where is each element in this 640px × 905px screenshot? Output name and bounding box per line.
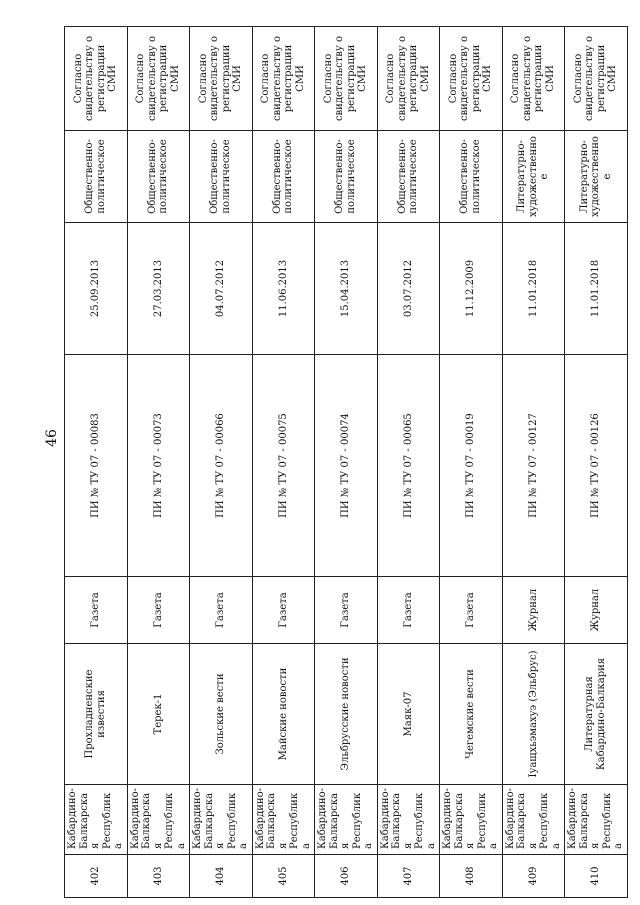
media-name-cell: Прохладненские известия — [65, 644, 128, 785]
table-row — [502, 27, 565, 898]
table-row — [65, 27, 128, 898]
row-number-cell: 404 — [190, 855, 253, 898]
media-registry-table — [64, 26, 628, 898]
page-number: 46 — [44, 429, 60, 447]
topic-cell: Общественно-политическое — [440, 131, 503, 223]
topic-cell: Общественно-политическое — [252, 131, 315, 223]
row-number-cell: 410 — [565, 855, 628, 898]
table-row — [565, 27, 628, 898]
region-cell: Кабардино-Балкарская Республика — [565, 785, 628, 855]
registration-date-cell: 03.07.2012 — [377, 223, 440, 355]
region-cell: Кабардино-Балкарская Республика — [65, 785, 128, 855]
registration-number-cell: ПИ № ТУ 07 - 00126 — [565, 355, 628, 577]
registration-date-cell: 25.09.2013 — [65, 223, 128, 355]
registration-number-cell: ПИ № ТУ 07 - 00075 — [252, 355, 315, 577]
territory-cell: Согласно свидетельству о регистрации СМИ — [565, 27, 628, 131]
media-name-cell: Iуащхьэмахуэ (Эльбрус) — [502, 644, 565, 785]
registration-date-cell: 15.04.2013 — [315, 223, 378, 355]
media-name-cell: Терек-1 — [127, 644, 190, 785]
media-name-cell: Маяк-07 — [377, 644, 440, 785]
region-cell: Кабардино-Балкарская Республика — [377, 785, 440, 855]
topic-cell: Общественно-политическое — [315, 131, 378, 223]
table-row — [190, 27, 253, 898]
territory-cell: Согласно свидетельству о регистрации СМИ — [315, 27, 378, 131]
registration-date-cell: 11.12.2009 — [440, 223, 503, 355]
registration-number-cell: ПИ № ТУ 07 - 00074 — [315, 355, 378, 577]
territory-cell: Согласно свидетельству о регистрации СМИ — [252, 27, 315, 131]
region-cell: Кабардино-Балкарская Республика — [440, 785, 503, 855]
table-row — [127, 27, 190, 898]
media-type-cell: Журнал — [502, 577, 565, 644]
territory-cell: Согласно свидетельству о регистрации СМИ — [127, 27, 190, 131]
registration-number-cell: ПИ № ТУ 07 - 00066 — [190, 355, 253, 577]
media-type-cell: Газета — [127, 577, 190, 644]
row-number-cell: 409 — [502, 855, 565, 898]
territory-cell: Согласно свидетельству о регистрации СМИ — [440, 27, 503, 131]
media-name-cell: Чегемские вести — [440, 644, 503, 785]
territory-cell: Согласно свидетельству о регистрации СМИ — [190, 27, 253, 131]
table-row — [315, 27, 378, 898]
row-number-cell: 405 — [252, 855, 315, 898]
media-type-cell: Газета — [315, 577, 378, 644]
topic-cell: Литературно-художественное — [502, 131, 565, 223]
media-name-cell: Эльбрусские новости — [315, 644, 378, 785]
row-number-cell: 407 — [377, 855, 440, 898]
registration-number-cell: ПИ № ТУ 07 - 00083 — [65, 355, 128, 577]
table-container — [64, 27, 624, 898]
registration-number-cell: ПИ № ТУ 07 - 00127 — [502, 355, 565, 577]
region-cell: Кабардино-Балкарская Республика — [252, 785, 315, 855]
media-name-cell: Зольские вести — [190, 644, 253, 785]
table-row — [440, 27, 503, 898]
table-row — [377, 27, 440, 898]
registration-number-cell: ПИ № ТУ 07 - 00019 — [440, 355, 503, 577]
row-number-cell: 406 — [315, 855, 378, 898]
media-type-cell: Газета — [190, 577, 253, 644]
territory-cell: Согласно свидетельству о регистрации СМИ — [502, 27, 565, 131]
media-name-cell: Майские новости — [252, 644, 315, 785]
region-cell: Кабардино-Балкарская Республика — [127, 785, 190, 855]
row-number-cell: 402 — [65, 855, 128, 898]
region-cell: Кабардино-Балкарская Республика — [502, 785, 565, 855]
topic-cell: Общественно-политическое — [190, 131, 253, 223]
topic-cell: Общественно-политическое — [127, 131, 190, 223]
registration-date-cell: 27.03.2013 — [127, 223, 190, 355]
media-name-cell: Литературная Кабардино-Балкария — [565, 644, 628, 785]
region-cell: Кабардино-Балкарская Республика — [315, 785, 378, 855]
media-type-cell: Газета — [440, 577, 503, 644]
media-type-cell: Журнал — [565, 577, 628, 644]
territory-cell: Согласно свидетельству о регистрации СМИ — [377, 27, 440, 131]
table-row — [252, 27, 315, 898]
registration-date-cell: 11.01.2018 — [565, 223, 628, 355]
media-type-cell: Газета — [377, 577, 440, 644]
media-type-cell: Газета — [65, 577, 128, 644]
row-number-cell: 403 — [127, 855, 190, 898]
registration-number-cell: ПИ № ТУ 07 - 00065 — [377, 355, 440, 577]
registration-number-cell: ПИ № ТУ 07 - 00073 — [127, 355, 190, 577]
media-type-cell: Газета — [252, 577, 315, 644]
topic-cell: Литературно-художественное — [565, 131, 628, 223]
topic-cell: Общественно-политическое — [65, 131, 128, 223]
registration-date-cell: 11.01.2018 — [502, 223, 565, 355]
registration-date-cell: 04.07.2012 — [190, 223, 253, 355]
region-cell: Кабардино-Балкарская Республика — [190, 785, 253, 855]
topic-cell: Общественно-политическое — [377, 131, 440, 223]
row-number-cell: 408 — [440, 855, 503, 898]
registration-date-cell: 11.06.2013 — [252, 223, 315, 355]
territory-cell: Согласно свидетельству о регистрации СМИ — [65, 27, 128, 131]
